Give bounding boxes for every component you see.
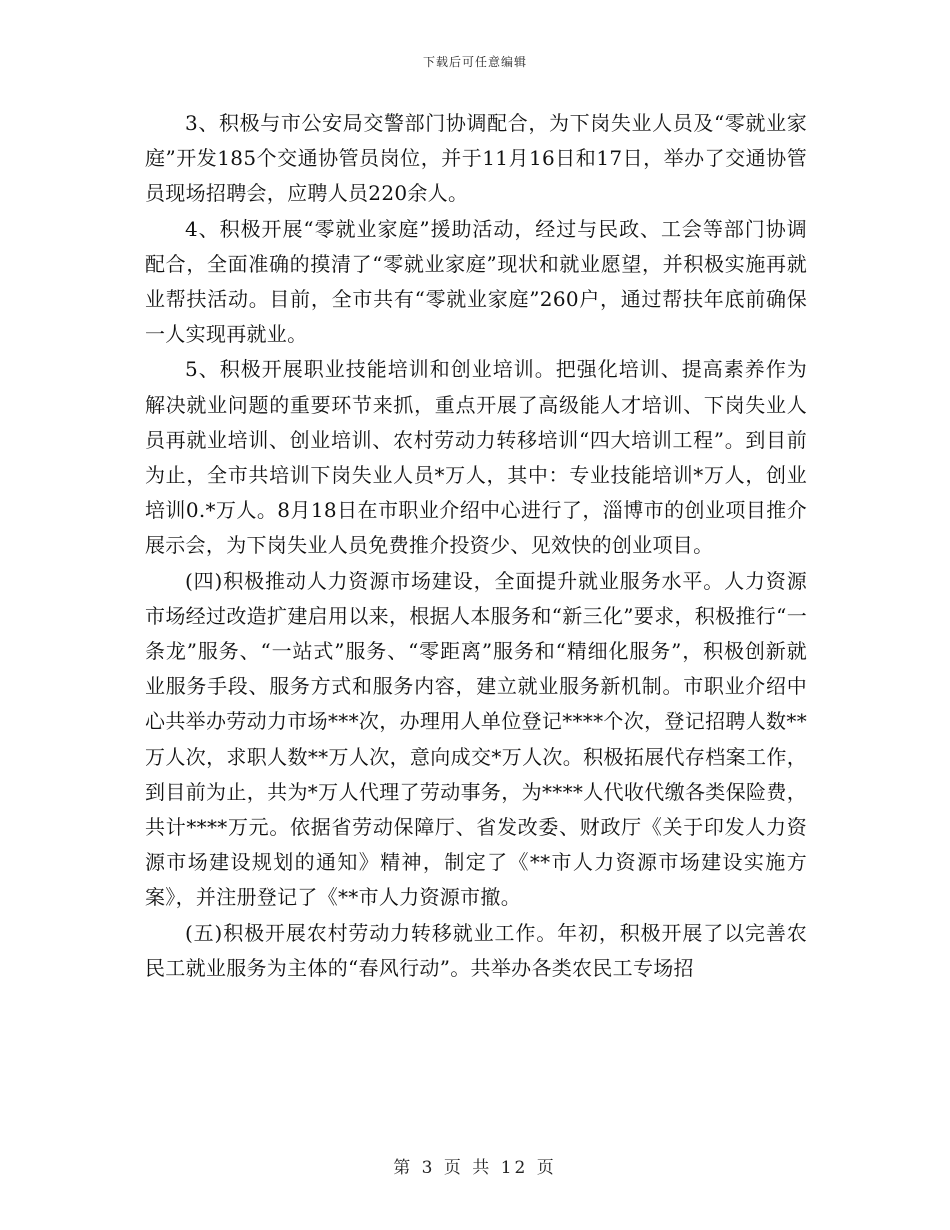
- paragraph-section-4: (四)积极推动人力资源市场建设，全面提升就业服务水平。人力资源市场经过改造扩建启用以来，根据人本服务和“新三化”要求，积极推行“一条龙”服务、“一站式”服务、“零距离”服务和“精细化服务”，积极创新就业服务手段、服务方式和服务内容，建立就业服务新机制。市职业介绍中心共举办劳动力市场***次，办理用人单位登记****个次，登记招聘人数**万人次，求职人数**万人次，意向成交*万人次。积极拓展代存档案工作，到目前为止，共为*万人代理了劳动事务，为****人代收代缴各类保险费，共计****万元。依据省劳动保障厅、省发改委、财政厅《关于印发人力资源市场建设规划的通知》精神，制定了《**市人力资源市场建设实施方案》，并注册登记了《**市人力资源市撤。: [145, 568, 807, 910]
- page-header: 下载后可任意编辑: [422, 55, 527, 69]
- paragraph-section-5: (五)积极开展农村劳动力转移就业工作。年初，积极开展了以完善农民工就业服务为主体的“春风行动”。共举办各类农民工专场招: [145, 920, 807, 980]
- document-body: [145, 106, 807, 986]
- paragraph-item-5: 5、积极开展职业技能培训和创业培训。把强化培训、提高素养作为解决就业问题的重要环节来抓，重点开展了高级能人才培训、下岗失业人员再就业培训、创业培训、农村劳动力转移培训“四大培训工程”。到目前为止，全市共培训下岗失业人员*万人，其中：专业技能培训*万人，创业培训0.*万人。8月18日在市职业介绍中心进行了，淄博市的创业项目推介展示会，为下岗失业人员免费推介投资少、见效快的创业项目。: [145, 357, 807, 558]
- paragraph-item-4: 4、积极开展“零就业家庭”援助活动，经过与民政、工会等部门协调配合，全面准确的摸清了“零就业家庭”现状和就业愿望，并积极实施再就业帮扶活动。目前，全市共有“零就业家庭”260户，通过帮扶年底前确保一人实现再就业。: [145, 216, 807, 347]
- paragraph-item-3: 3、积极与市公安局交警部门协调配合，为下岗失业人员及“零就业家庭”开发185个交通协管员岗位，并于11月16日和17日，举办了交通协管员现场招聘会，应聘人员220余人。: [145, 111, 807, 206]
- page-number-footer: 第 3 页 共 12 页: [393, 1158, 557, 1178]
